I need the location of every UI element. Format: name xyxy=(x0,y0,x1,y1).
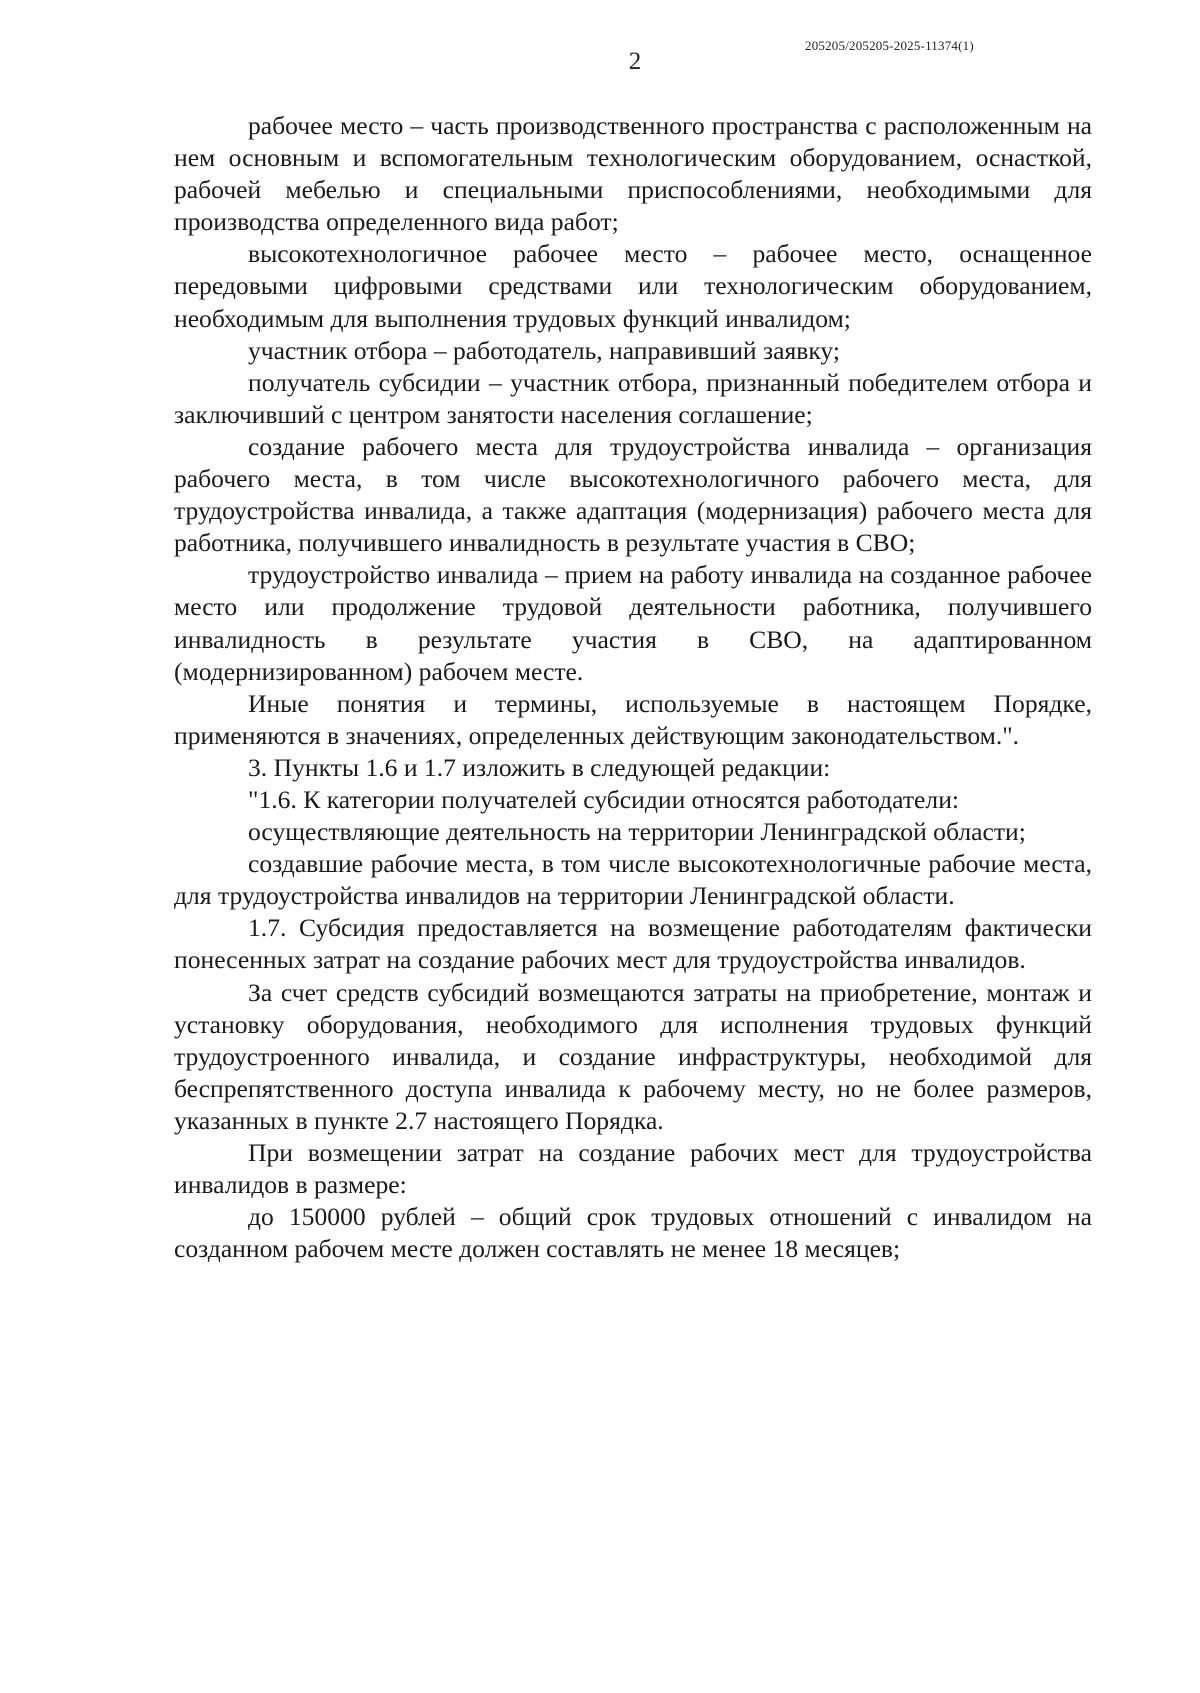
paragraph-costs-reimbursed: За счет средств субсидий возмещаются затраты на приобретение, монтаж и установку оборудования, необходимого для исполнения трудовых функций трудоустроенного инвалида, и создание инфраструктуры, необходимой для беспрепятственного доступа инвалида к рабочему месту, но не более размеров, указанных в пункте 2.7 настоящего Порядка. xyxy=(174,977,1092,1135)
paragraph-item-3: 3. Пункты 1.6 и 1.7 изложить в следующей редакции: xyxy=(248,752,831,782)
paragraph-created-workplaces: создавшие рабочие места, в том числе высокотехнологичные рабочие места, для трудоустройства инвалидов на территории Ленинградской области. xyxy=(174,849,1092,911)
paragraph-other-terms: Иные понятия и термины, используемые в настоящем Порядке, применяются в значениях, определенных действующим законодательством.". xyxy=(174,688,1092,750)
paragraph-workplace-creation: создание рабочего места для трудоустройства инвалида – организация рабочего места, в том числе высокотехнологичного рабочего места, для трудоустройства инвалида, а также адаптация (модернизация) рабочего места для работника, получившего инвалидность в результате участия в СВО; xyxy=(174,431,1092,558)
paragraph-1-7: 1.7. Субсидия предоставляется на возмещение работодателям фактически понесенных затрат на создание рабочих мест для трудоустройства инвалидов. xyxy=(174,913,1092,975)
document-id: 205205/205205-2025-11374(1) xyxy=(805,38,974,53)
paragraph-reimbursement-size: При возмещении затрат на создание рабочих мест для трудоустройства инвалидов в размере: xyxy=(174,1138,1092,1200)
paragraph-150000-term: до 150000 рублей – общий срок трудовых отношений с инвалидом на созданном рабочем месте должен составлять не менее 18 месяцев; xyxy=(174,1202,1092,1264)
paragraph-1-6: "1.6. К категории получателей субсидии относятся работодатели: xyxy=(248,784,960,814)
paragraph-subsidy-recipient: получатель субсидии – участник отбора, признанный победителем отбора и заключивший с центром занятости населения соглашение; xyxy=(174,367,1092,429)
paragraph-workplace-definition: рабочее место – часть производственного пространства с расположенным на нем основным и вспомогательным технологическим оборудованием, оснасткой, рабочей мебелью и специальными приспособлениями, необходимыми для производства определенного вида работ; xyxy=(174,111,1092,237)
paragraph-employment: трудоустройство инвалида – прием на работу инвалида на созданное рабочее место или продолжение трудовой деятельности работника, получившего инвалидность в результате участия в СВО, на адаптированном (модернизированном) рабочем месте. xyxy=(174,560,1092,686)
paragraph-selection-participant: участник отбора – работодатель, направивший заявку; xyxy=(248,335,840,365)
paragraph-hightech-workplace: высокотехнологичное рабочее место – рабочее место, оснащенное передовыми цифровыми средствами или технологическим оборудованием, необходимым для выполнения трудовых функций инвалидом; xyxy=(174,239,1092,333)
page-number: 2 xyxy=(628,48,642,75)
document-body xyxy=(174,110,1092,1265)
paragraph-activity-territory: осуществляющие деятельность на территории Ленинградской области; xyxy=(248,817,1026,847)
